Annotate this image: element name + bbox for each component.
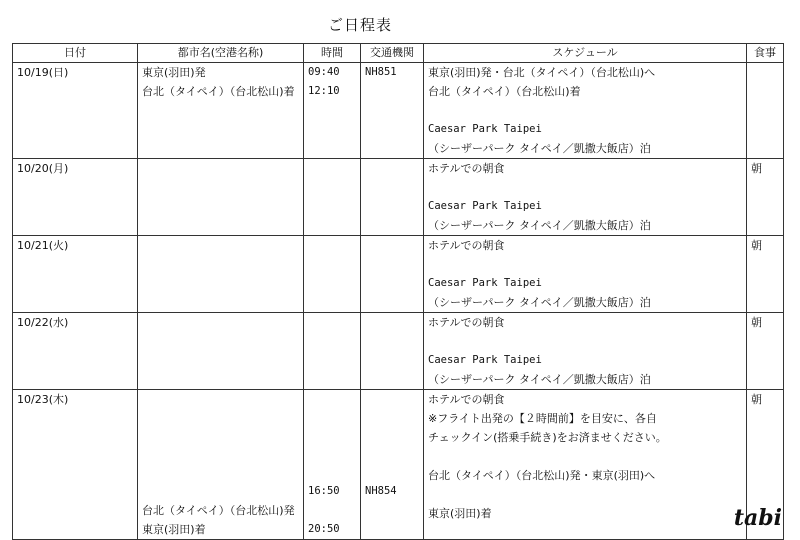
- schedule-line: （シーザーパーク タイペイ／凱撒大飯店）泊: [428, 219, 651, 232]
- time-cell: [304, 390, 361, 540]
- col-header-time: 時間: [304, 44, 361, 63]
- schedule-line: ホテルでの朝食: [428, 393, 505, 406]
- flight-number: NH854: [365, 485, 397, 497]
- table-row: [13, 390, 784, 540]
- col-header-schedule: スケジュール: [424, 44, 747, 63]
- schedule-line: （シーザーパーク タイペイ／凱撒大飯店）泊: [428, 373, 651, 386]
- city-cell: [138, 390, 304, 540]
- meal-cell: 朝: [747, 236, 784, 313]
- transport-cell: [361, 63, 424, 159]
- schedule-cell: [424, 63, 747, 159]
- transport-cell: [361, 159, 424, 236]
- col-header-date: 日付: [13, 44, 138, 63]
- meal-cell: 朝: [747, 313, 784, 390]
- schedule-line: 東京(羽田)発・台北（タイペイ）（台北松山)へ: [428, 66, 656, 79]
- date-text: 10/23(木): [17, 393, 69, 406]
- schedule-line: ホテルでの朝食: [428, 316, 505, 329]
- time-cell: [304, 63, 361, 159]
- city-line: 台北（タイペイ）（台北松山)発: [142, 504, 295, 517]
- schedule-line: Caesar Park Taipei: [428, 354, 542, 366]
- table-row: [13, 159, 784, 236]
- schedule-line: ※フライト出発の【２時間前】を目安に、各自: [428, 412, 657, 425]
- flight-number: NH851: [365, 66, 397, 78]
- city-cell: [138, 159, 304, 236]
- schedule-line: （シーザーパーク タイペイ／凱撒大飯店）泊: [428, 296, 651, 309]
- schedule-line: チェックイン(搭乗手続き)をお済ませください。: [428, 431, 667, 444]
- city-cell: [138, 313, 304, 390]
- page-title: ご日程表: [327, 16, 392, 34]
- date-text: 10/20(月): [17, 162, 69, 175]
- schedule-line: Caesar Park Taipei: [428, 277, 542, 289]
- itinerary-table: [12, 43, 784, 540]
- table-row: [13, 63, 784, 159]
- time-line: 09:40: [308, 66, 340, 78]
- schedule-line: （シーザーパーク タイペイ／凱撒大飯店）泊: [428, 142, 651, 155]
- col-header-city: 都市名(空港名称): [138, 44, 304, 63]
- city-cell: [138, 236, 304, 313]
- schedule-cell: [424, 236, 747, 313]
- time-line: 16:50: [308, 485, 340, 497]
- schedule-line: Caesar Park Taipei: [428, 200, 542, 212]
- time-line: 20:50: [308, 523, 340, 535]
- city-line: 台北（タイペイ）（台北松山)着: [142, 85, 295, 98]
- date-text: 10/22(水): [17, 316, 69, 329]
- schedule-line: ホテルでの朝食: [428, 162, 505, 175]
- schedule-line: 台北（タイペイ）（台北松山)発・東京(羽田)へ: [428, 469, 656, 482]
- time-cell: [304, 313, 361, 390]
- meal-cell: [747, 63, 784, 159]
- table-row: [13, 313, 784, 390]
- city-line: 東京(羽田)発: [142, 66, 206, 79]
- date-text: 10/21(火): [17, 239, 69, 252]
- city-line: 東京(羽田)着: [142, 523, 206, 536]
- transport-cell: [361, 236, 424, 313]
- schedule-line: 東京(羽田)着: [428, 507, 492, 520]
- col-header-transport: 交通機関: [361, 44, 424, 63]
- date-cell: [13, 63, 138, 159]
- brand-logo: tabi: [733, 505, 782, 531]
- date-cell: [13, 236, 138, 313]
- transport-cell: [361, 390, 424, 540]
- date-cell: [13, 390, 138, 540]
- city-cell: [138, 63, 304, 159]
- schedule-cell: [424, 313, 747, 390]
- table-row: [13, 236, 784, 313]
- date-cell: [13, 313, 138, 390]
- transport-cell: [361, 313, 424, 390]
- schedule-cell: [424, 159, 747, 236]
- meal-cell: 朝: [747, 390, 784, 540]
- date-cell: [13, 159, 138, 236]
- col-header-meal: 食事: [747, 44, 784, 63]
- time-cell: [304, 236, 361, 313]
- schedule-line: 台北（タイペイ）（台北松山)着: [428, 85, 581, 98]
- meal-cell: 朝: [747, 159, 784, 236]
- schedule-line: Caesar Park Taipei: [428, 123, 542, 135]
- time-line: 12:10: [308, 85, 340, 97]
- schedule-cell: [424, 390, 747, 540]
- header-row: [13, 44, 784, 63]
- schedule-line: ホテルでの朝食: [428, 239, 505, 252]
- date-text: 10/19(日): [17, 66, 69, 79]
- time-cell: [304, 159, 361, 236]
